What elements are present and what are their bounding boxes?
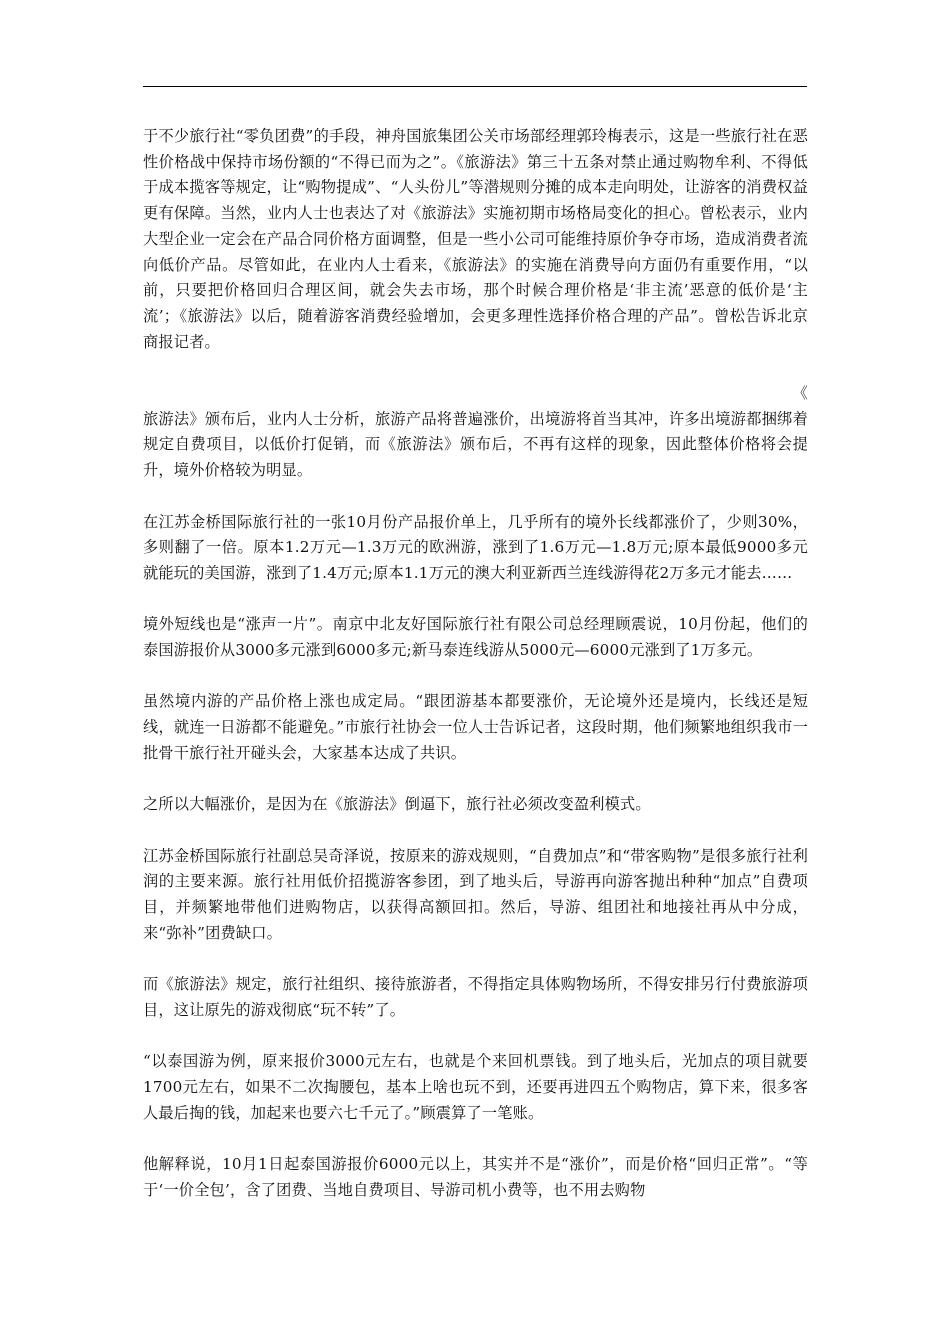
paragraph: 他解释说，10月1日起泰国游报价6000元以上，其实并不是“涨价”，而是价格“回归正常”。“等于‘一价全包’，含了团费、当地自费项目、导游司机小费等，也不用去购物 xyxy=(143,1154,808,1199)
paragraph: 而《旅游法》规定，旅行社组织、接待旅游者，不得指定具体购物场所，不得安排另行付费旅游项目，这让原先的游戏彻底“玩不转”了。 xyxy=(143,975,808,1019)
header-rule xyxy=(143,86,807,87)
paragraph: 于不少旅行社“零负团费”的手段，神舟国旅集团公关市场部经理郭玲梅表示，这是一些旅行社在恶性价格战中保持市场份额的“不得已而为之”。《旅游法》第三十五条对禁止通过购物牟利、不得低于成本揽客等规定，让“购物提成”、“人头份儿”等潜规则分摊的成本走向明处，让游客的消费权益更有保障。当然，业内人士也表达了对《旅游法》实施初期市场格局变化的担心。曾松表示，业内大型企业一定会在产品合同价格方面调整，但是一些小公司可能维持原价争夺市场，造成消费者流向低价产品。尽管如此，在业内人士看来，《旅游法》的实施在消费导向方面仍有重要作用，“以前，只要把价格回归合理区间，就会失去市场，那个时候合理价格是‘非主流’恶意的低价是‘主流’；《旅游法》以后，随着游客消费经验增加，会更多理性选择价格合理的产品”。曾松告诉北京商报记者。 xyxy=(143,127,808,351)
paragraph: 之所以大幅涨价，是因为在《旅游法》倒逼下，旅行社必须改变盈利模式。 xyxy=(143,795,651,814)
paragraph: 境外短线也是“涨声一片”。南京中北友好国际旅行社有限公司总经理顾震说，10月份起，他们的泰国游报价从3000多元涨到6000多元;新马泰连线游从5000元—6000元涨到了1万多元。 xyxy=(143,615,808,660)
paragraph: 虽然境内游的产品价格上涨也成定局。“跟团游基本都要涨价，无论境外还是境内，长线还是短线，就连一日游都不能避免。”市旅行社协会一位人士告诉记者，这段时期，他们频繁地组织我市一批骨干旅行社开碰头会，大家基本达成了共识。 xyxy=(143,692,808,762)
article-body xyxy=(143,124,808,1203)
stray-bracket: 《 xyxy=(792,384,808,403)
paragraph: 旅游法》颁布后，业内人士分析，旅游产品将普遍涨价，出境游将首当其冲，许多出境游都捆绑着规定自费项目，以低价打促销，而《旅游法》颁布后，不再有这样的现象，因此整体价格将会提升，境外价格较为明显。 xyxy=(143,409,808,480)
paragraph: “以泰国游为例，原来报价3000元左右，也就是个来回机票钱。到了地头后，光加点的项目就要1700元左右，如果不二次掏腰包，基本上啥也玩不到，还要再进四五个购物店，算下来，很多客人最后掏的钱，加起来也要六七千元了。”顾震算了一笔账。 xyxy=(143,1052,808,1122)
paragraph: 江苏金桥国际旅行社副总吴奇泽说，按原来的游戏规则，“自费加点”和“带客购物”是很多旅行社利润的主要来源。旅行社用低价招揽游客参团，到了地头后，导游再向游客抛出种种“加点”自费项目，并频繁地带他们进购物店，以获得高额回扣。然后，导游、组团社和地接社再从中分成，来“弥补”团费缺口。 xyxy=(143,846,808,942)
paragraph: 在江苏金桥国际旅行社的一张10月份产品报价单上，几乎所有的境外长线都涨价了，少则30%，多则翻了一倍。原本1.2万元—1.3万元的欧洲游，涨到了1.6万元—1.8万元;原本最低9000多元就能玩的美国游，涨到了1.4万元;原本1.1万元的澳大利亚新西兰连线游得花2万多元才能去…… xyxy=(143,512,808,582)
